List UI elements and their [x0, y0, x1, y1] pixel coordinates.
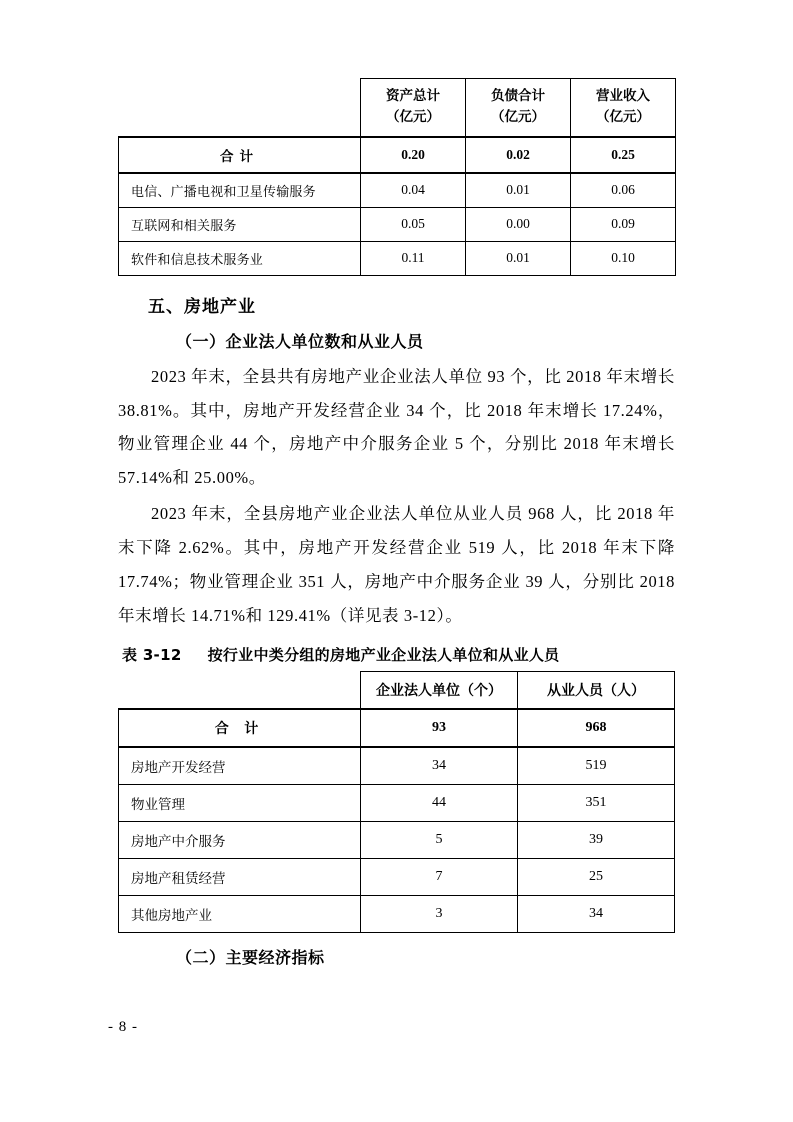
header-revenue-line1: 营业收入: [596, 88, 650, 103]
header-liabilities-line1: 负债合计: [491, 88, 545, 103]
cell-units: 44: [361, 785, 518, 822]
row-label-total: 合计: [119, 137, 361, 173]
page-number: - 8 -: [108, 1019, 138, 1035]
cell-employees: 39: [518, 822, 675, 859]
table-header-row: [119, 672, 675, 710]
cell-assets: 0.11: [361, 241, 466, 275]
cell-liabilities: 0.00: [466, 207, 571, 241]
table-header-employees: 从业人员（人）: [518, 672, 675, 710]
table-row: [119, 785, 675, 822]
row-label: 房地产开发经营: [119, 747, 361, 785]
row-label: 软件和信息技术服务业: [119, 241, 361, 275]
cell-employees: 519: [518, 747, 675, 785]
header-assets-line1: 资产总计: [386, 88, 440, 103]
row-label-total: 合 计: [119, 709, 361, 747]
table-row: [119, 173, 676, 208]
table-industry-indicators: [118, 78, 676, 276]
header-revenue-line2: （亿元）: [596, 108, 650, 124]
row-label: 房地产租赁经营: [119, 859, 361, 896]
table-caption: [122, 644, 675, 665]
row-label: 电信、广播电视和卫星传输服务: [119, 173, 361, 208]
table-row: [119, 207, 676, 241]
cell-units: 93: [361, 709, 518, 747]
cell-units: 34: [361, 747, 518, 785]
table-header-blank: [119, 79, 361, 137]
cell-assets: 0.20: [361, 137, 466, 173]
table-header-units: 企业法人单位（个）: [361, 672, 518, 710]
row-label: 其他房地产业: [119, 896, 361, 933]
table-row: [119, 241, 676, 275]
cell-employees: 34: [518, 896, 675, 933]
cell-liabilities: 0.01: [466, 241, 571, 275]
row-label: 互联网和相关服务: [119, 207, 361, 241]
table-row: [119, 859, 675, 896]
table-header-blank: [119, 672, 361, 710]
subsection-heading-2: （二）主要经济指标: [176, 948, 325, 968]
cell-assets: 0.04: [361, 173, 466, 208]
table-row: [119, 137, 676, 173]
cell-liabilities: 0.01: [466, 173, 571, 208]
cell-units: 7: [361, 859, 518, 896]
table-row: [119, 822, 675, 859]
table-header-revenue: [571, 79, 676, 137]
header-liabilities-line2: （亿元）: [491, 108, 545, 124]
table-3-12: [118, 671, 675, 933]
cell-units: 5: [361, 822, 518, 859]
cell-revenue: 0.25: [571, 137, 676, 173]
cell-revenue: 0.09: [571, 207, 676, 241]
paragraph-2: 2023 年末，全县房地产业企业法人单位从业人员 968 人，比 2018 年末下降 2.62%。其中，房地产开发经营企业 519 人，比 2018 年末下降 17.74%；物业管理企业 351 人，房地产中介服务企业 39 人，分别比 2018 年末增长 14.71%和 129.41%（详见表 3-12）。: [118, 504, 675, 625]
table-header-liabilities: [466, 79, 571, 137]
header-assets-line2: （亿元）: [386, 108, 440, 124]
row-label: 物业管理: [119, 785, 361, 822]
cell-assets: 0.05: [361, 207, 466, 241]
subsection-heading-1: （一）企业法人单位数和从业人员: [176, 331, 424, 351]
cell-employees: 968: [518, 709, 675, 747]
table-header-row: [119, 79, 676, 137]
cell-employees: 351: [518, 785, 675, 822]
table-row: [119, 896, 675, 933]
table-row: [119, 709, 675, 747]
section-heading: 五、房地产业: [148, 296, 256, 317]
cell-employees: 25: [518, 859, 675, 896]
cell-units: 3: [361, 896, 518, 933]
paragraph-1: 2023 年末，全县共有房地产业企业法人单位 93 个，比 2018 年末增长 38.81%。其中，房地产开发经营企业 34 个，比 2018 年末增长 17.24%，物业管理企业 44 个，房地产中介服务企业 5 个，分别比 2018 年末增长 57.14%和 25.00%。: [118, 366, 675, 488]
cell-revenue: 0.06: [571, 173, 676, 208]
table-caption-text: 按行业中类分组的房地产业企业法人单位和从业人员: [207, 646, 560, 665]
cell-revenue: 0.10: [571, 241, 676, 275]
table-caption-number: 表 3-12: [122, 646, 182, 665]
cell-liabilities: 0.02: [466, 137, 571, 173]
row-label: 房地产中介服务: [119, 822, 361, 859]
table-header-assets: [361, 79, 466, 137]
table-row: [119, 747, 675, 785]
